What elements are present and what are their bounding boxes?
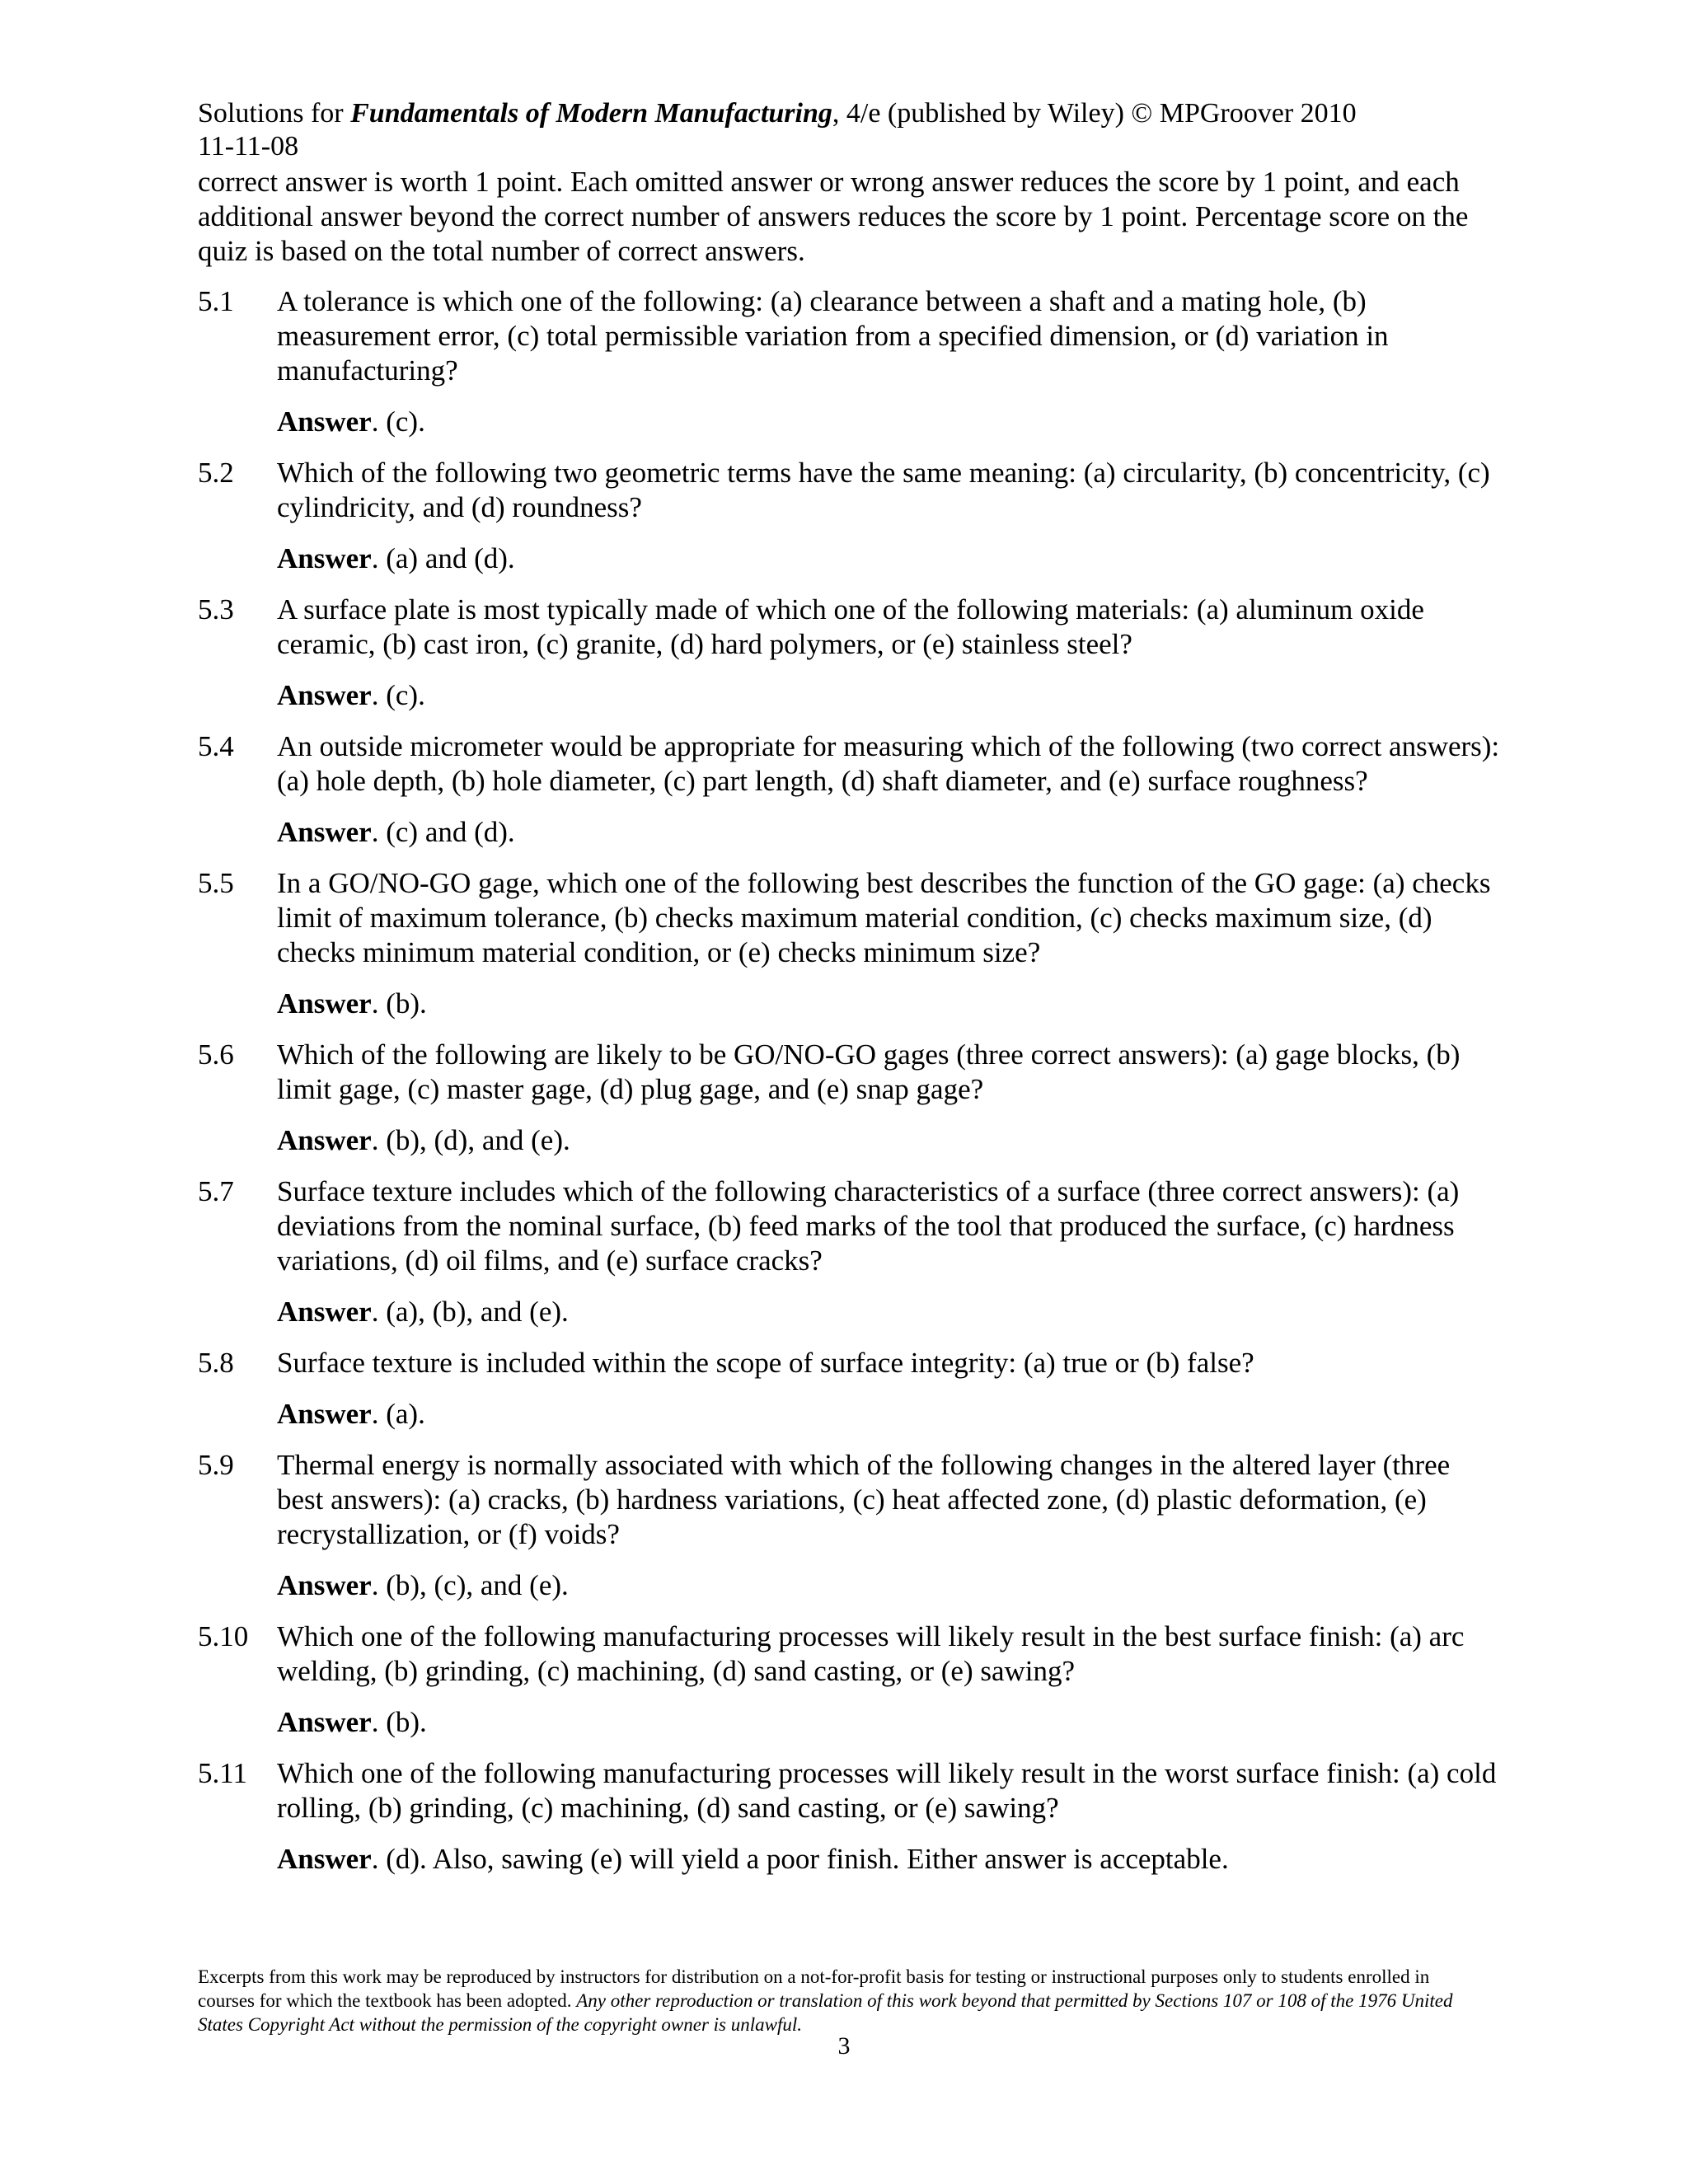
answer-text: . (a). [371,1398,425,1430]
answer-label: Answer [277,1398,372,1430]
answer-line [277,541,1500,576]
question-number: 5.7 [198,1175,234,1207]
question-body [277,866,1500,1038]
answer-line [277,1123,1500,1158]
question-text: Which of the following two geometric terms have the same meaning: (a) circularity, (b) concentricity, (c) cylindricity, and (d) roundness? [277,457,1490,523]
question-text: Which one of the following manufacturing processes will likely result in the worst surface finish: (a) cold rolling, (b) grinding, (c) machining, (d) sand casting, or (e) sawing? [277,1757,1497,1824]
answer-line [277,987,1500,1021]
answer-line [277,1705,1500,1740]
answer-label: Answer [277,1124,372,1156]
question-text: Thermal energy is normally associated with which of the following changes in the altered layer (three best answers): (a) cracks, (b) hardness variations, (c) heat affected zone, (d) plastic deformation, (e) recrystallization, or (f) voids? [277,1449,1451,1550]
intro-paragraph: correct answer is worth 1 point. Each omitted answer or wrong answer reduces the score by 1 point, and each additional answer beyond the correct number of answers reduces the score by 1 point. Percentage score on the quiz is based on the total number of correct answers. [198,166,1469,267]
question-body [277,1756,1500,1893]
question-number: 5.11 [198,1757,247,1789]
question-item [198,866,1500,1038]
question-text: A surface plate is most typically made of which one of the following materials: (a) aluminum oxide ceramic, (b) cast iron, (c) granite, (d) hard polymers, or (e) stainless steel? [277,593,1424,660]
answer-text: . (b), (d), and (e). [371,1124,570,1156]
answer-line [277,1397,1500,1432]
header-prefix: Solutions for [198,98,351,129]
answer-text: . (c). [371,679,425,711]
question-number: 5.10 [198,1620,249,1652]
footer-italic-text: Any other reproduction or translation of this work beyond that permitted by Sections 107 or 108 of the 1976 United States Copyright Act without the permission of the copyright owner is unlawful. [198,1990,1453,2035]
question-item [198,593,1500,729]
answer-label: Answer [277,1843,372,1875]
answer-text: . (c). [371,405,425,438]
answer-label: Answer [277,1706,372,1738]
question-body [277,1448,1500,1619]
answer-line [277,1842,1500,1877]
question-text: In a GO/NO-GO gage, which one of the following best describes the function of the GO gage: (a) checks limit of maximum tolerance, (b) checks maximum material condition, (c) checks maximum size, (d) checks minimum material condition, or (e) checks minimum size? [277,867,1491,968]
question-item [198,1038,1500,1174]
answer-label: Answer [277,1296,372,1328]
question-number: 5.4 [198,730,234,762]
question-item [198,456,1500,593]
question-body [277,1346,1500,1448]
question-body [277,1174,1500,1346]
answer-text: . (a) and (d). [371,542,515,574]
answer-text: . (b). [371,1706,427,1738]
question-item [198,284,1500,456]
answer-line [277,1295,1500,1329]
question-number: 5.1 [198,285,234,317]
question-text: Surface texture is included within the scope of surface integrity: (a) true or (b) false? [277,1347,1254,1379]
answer-text: . (c) and (d). [371,816,515,848]
answer-label: Answer [277,679,372,711]
answer-line [277,1568,1500,1603]
question-text: Which one of the following manufacturing processes will likely result in the best surface finish: (a) arc welding, (b) grinding, (c) machining, (d) sand casting, or (e) sawing? [277,1620,1465,1687]
question-number: 5.6 [198,1038,234,1071]
header-title-line [198,97,1517,130]
question-item [198,1174,1500,1346]
answer-label: Answer [277,1569,372,1601]
header-suffix: , 4/e (published by Wiley) © MPGroover 2010 [832,98,1357,129]
answer-line [277,815,1500,850]
question-item [198,1346,1500,1448]
question-item [198,1619,1500,1756]
answer-line [277,678,1500,713]
question-number: 5.2 [198,457,234,489]
answer-label: Answer [277,816,372,848]
question-number: 5.8 [198,1347,234,1379]
page-header [198,97,1517,163]
question-text: An outside micrometer would be appropriate for measuring which of the following (two correct answers): (a) hole depth, (b) hole diameter, (c) part length, (d) shaft diameter, and (e) surface roughness? [277,730,1500,797]
question-body [277,456,1500,593]
question-text: Surface texture includes which of the following characteristics of a surface (three correct answers): (a) deviations from the nominal surface, (b) feed marks of the tool that produced the surface, (c) hardness variations, (d) oil films, and (e) surface cracks? [277,1175,1460,1277]
header-date: 11-11-08 [198,131,299,162]
copyright-footer [198,1965,1467,2036]
question-number: 5.5 [198,867,234,899]
question-item [198,1756,1500,1893]
question-number: 5.3 [198,593,234,626]
question-text: Which of the following are likely to be GO/NO-GO gages (three correct answers): (a) gage blocks, (b) limit gage, (c) master gage, (d) plug gage, and (e) snap gage? [277,1038,1461,1105]
answer-text: . (b). [371,987,427,1019]
answer-line [277,405,1500,439]
header-book-title: Fundamentals of Modern Manufacturing [350,98,832,129]
question-body [277,284,1500,456]
question-body [277,1619,1500,1756]
question-number: 5.9 [198,1449,234,1481]
question-body [277,593,1500,729]
footer-plain-text: Excerpts from this work may be reproduced by instructors for distribution on a not-for-profit basis for testing or instructional purposes only to students enrolled in courses for which the textbook has been adopted. [198,1966,1430,2011]
question-body [277,729,1500,866]
answer-text: . (a), (b), and (e). [371,1296,569,1328]
question-item [198,1448,1500,1619]
page-number: 3 [837,2032,851,2060]
answer-label: Answer [277,405,372,438]
question-body [277,1038,1500,1174]
answer-text: . (b), (c), and (e). [371,1569,569,1601]
question-text: A tolerance is which one of the following: (a) clearance between a shaft and a mating hole, (b) measurement error, (c) total permissible variation from a specified dimension, or (d) variation in manufacturing? [277,285,1389,387]
answer-label: Answer [277,987,372,1019]
question-item [198,729,1500,866]
answer-label: Answer [277,542,372,574]
answer-text: . (d). Also, sawing (e) will yield a poor finish. Either answer is acceptable. [371,1843,1229,1875]
question-list [198,284,1500,1893]
